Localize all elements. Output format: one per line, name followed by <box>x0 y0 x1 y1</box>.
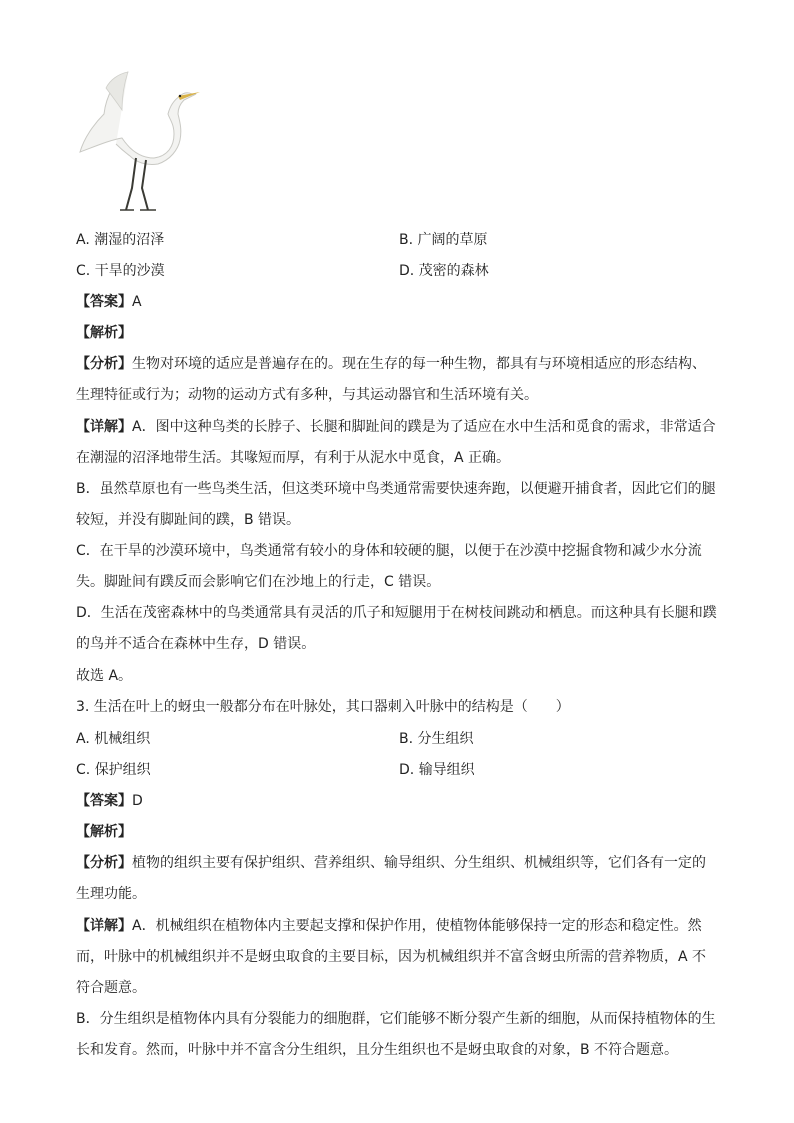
q2-option-c: C. 干旱的沙漠 <box>76 263 165 279</box>
q3-detail-b-line-1: B．分生组织是植物体内具有分裂能力的细胞群，它们能够不断分裂产生新的细胞，从而保持植物体的生 <box>76 1011 716 1027</box>
q3-detail-b-line-2: 长和发育。然而，叶脉中并不富含分生组织，且分生组织也不是蚜虫取食的对象，B 不符合题意。 <box>76 1042 679 1058</box>
q2-conclusion: 故选 A。 <box>76 668 133 684</box>
q3-analysis-heading: 【解析】 <box>76 824 132 840</box>
q2-analysis-heading: 【解析】 <box>76 325 132 341</box>
q3-fenxi-line-2: 生理功能。 <box>76 886 146 902</box>
q3-detail-a-line-2: 而，叶脉中的机械组织并不是蚜虫取食的主要目标，因为机械组织并不富含蚜虫所需的营养物质，A 不 <box>76 949 707 965</box>
q3-stem: 3. 生活在叶上的蚜虫一般都分布在叶脉处，其口器刺入叶脉中的结构是（ ） <box>76 699 570 715</box>
q3-detail-a-line-1: 【详解】A．机械组织在植物体内主要起支撑和保护作用，使植物体能够保持一定的形态和稳定性。然 <box>76 918 702 934</box>
q2-fenxi-line-2: 生理特征或行为；动物的运动方式有多种，与其运动器官和生活环境有关。 <box>76 387 538 403</box>
q2-detail-c-line-1: C．在干旱的沙漠环境中，鸟类通常有较小的身体和较硬的腿，以便于在沙漠中挖掘食物和减少水分流 <box>76 543 702 559</box>
q2-detail-d-line-1: D．生活在茂密森林中的鸟类通常具有灵活的爪子和短腿用于在树枝间跳动和栖息。而这种具有长腿和蹼 <box>76 605 717 621</box>
q2-detail-a-line-2: 在潮湿的沼泽地带生活。其喙短而厚，有利于从泥水中觅食，A 正确。 <box>76 450 511 466</box>
q2-option-b: B. 广阔的草原 <box>399 232 488 248</box>
q2-detail-d-line-2: 的鸟并不适合在森林中生存，D 错误。 <box>76 636 316 652</box>
q3-option-d: D. 输导组织 <box>399 762 475 778</box>
q3-detail-a-line-3: 符合题意。 <box>76 980 146 996</box>
q3-option-b: B. 分生组织 <box>399 731 474 747</box>
q2-detail-b-line-2: 较短，并没有脚趾间的蹼，B 错误。 <box>76 512 301 528</box>
q2-fenxi-line-1: 【分析】生物对环境的适应是普遍存在的。现在生存的每一种生物，都具有与环境相适应的形态结构、 <box>76 356 706 372</box>
q2-answer: 【答案】A <box>76 294 142 310</box>
egret-illustration <box>76 66 202 216</box>
q3-option-a: A. 机械组织 <box>76 731 151 747</box>
q3-answer: 【答案】D <box>76 793 143 809</box>
q2-option-d: D. 茂密的森林 <box>399 263 489 279</box>
q2-detail-a-line-1: 【详解】A．图中这种鸟类的长脖子、长腿和脚趾间的蹼是为了适应在水中生活和觅食的需求，非常适合 <box>76 419 716 435</box>
q2-detail-b-line-1: B．虽然草原也有一些鸟类生活，但这类环境中鸟类通常需要快速奔跑，以便避开捕食者，因此它们的腿 <box>76 481 716 497</box>
q2-option-a: A. 潮湿的沼泽 <box>76 232 165 248</box>
q2-detail-c-line-2: 失。脚趾间有蹼反而会影响它们在沙地上的行走，C 错误。 <box>76 574 441 590</box>
q3-option-c: C. 保护组织 <box>76 762 151 778</box>
q3-fenxi-line-1: 【分析】植物的组织主要有保护组织、营养组织、输导组织、分生组织、机械组织等，它们各有一定的 <box>76 855 706 871</box>
